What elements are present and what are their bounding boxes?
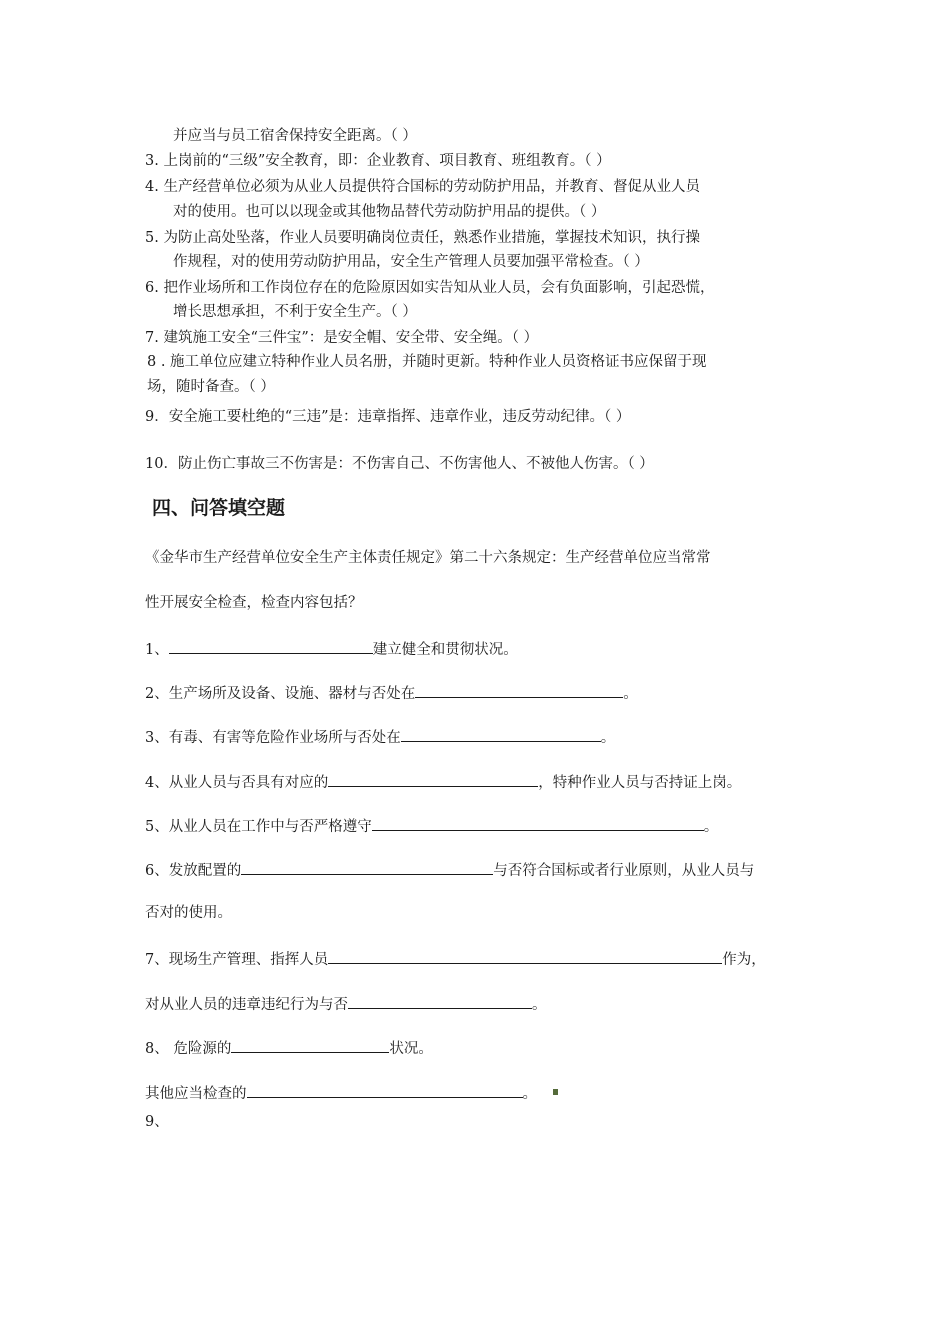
question-9-number: 9、 [145,1114,169,1130]
question-9-text [145,1081,537,1104]
question-2 [145,681,638,704]
answer-blank[interactable] [241,858,493,875]
question-text: 8、 危险源的 [145,1041,232,1057]
question-1 [145,637,518,660]
answer-blank[interactable] [169,637,373,654]
tf-item-9: 9．安全施工要杜绝的“三违”是：违章指挥、违章作业，违反劳动纪律。（ ） [145,409,631,425]
small-marker-icon [553,1089,558,1095]
question-8 [145,1036,433,1059]
question-text: 5、从业人员在工作中与否严格遵守 [145,819,372,835]
question-6-cont: 否对的使用。 [145,905,232,921]
answer-blank[interactable] [372,814,704,831]
question-3 [145,725,615,748]
question-text: 。 [623,686,638,702]
question-text: 1、 [145,642,169,658]
question-text: 。 [522,1086,537,1102]
tf-line: 并应当与员工宿舍保持安全距离。（ ） [173,128,417,144]
question-text: ，特种作业人员与否持证上岗。 [538,775,742,791]
tf-item-10: 10．防止伤亡事故三不伤害是：不伤害自己、不伤害他人、不被他人伤害。（ ） [145,456,654,472]
intro-line: 《金华市生产经营单位安全生产主体责任规定》第二十六条规定：生产经营单位应当常常 [145,550,711,566]
question-text: 建立健全和贯彻状况。 [372,642,518,658]
question-text: 作为， [722,952,766,968]
answer-blank[interactable] [401,725,601,742]
question-text: 。 [600,730,616,746]
tf-line: 作规程，对的使用劳动防护用品，安全生产管理人员要加强平常检查。（ ） [173,254,649,270]
tf-item-3: 3. 上岗前的“三级”安全教育，即：企业教育、项目教育、班组教育。（ ） [145,153,611,169]
question-4 [145,770,741,793]
question-text: 对从业人员的违章违纪行为与否 [145,997,348,1013]
section-title: 四、问答填空题 [152,497,286,519]
question-text: 与否符合国标或者行业原则，从业人员与 [493,863,755,879]
question-text: 4、从业人员与否具有对应的 [145,775,329,791]
answer-blank[interactable] [415,681,623,698]
question-text: 7、现场生产管理、指挥人员 [145,952,329,968]
tf-line: 对的使用。也可以以现金或其他物品替代劳动防护用品的提供。（ ） [173,204,606,220]
answer-blank[interactable] [328,770,538,787]
question-text: 6、发放配置的 [145,863,242,879]
tf-item-5: 5. 为防止高处坠落，作业人员要明确岗位责任，熟悉作业措施，掌握技术知识，执行操 [145,230,700,246]
question-7-cont [145,992,547,1015]
intro-line: 性开展安全检查，检查内容包括？ [145,595,363,611]
tf-line: 增长思想承担，不利于安全生产。（ ） [173,304,417,320]
question-text: 状况。 [389,1041,433,1057]
tf-item-8: 8 . 施工单位应建立特种作业人员名册，并随时更新。特种作业人员资格证书应保留于现 [147,354,707,370]
question-5 [145,814,718,837]
tf-item-6: 6. 把作业场所和工作岗位存在的危险原因如实告知从业人员，会有负面影响，引起恐慌， [145,280,715,296]
answer-blank[interactable] [348,992,532,1009]
question-7 [145,947,766,970]
tf-line: 场，随时备查。（ ） [147,379,275,395]
question-6 [145,858,754,881]
answer-blank[interactable] [247,1081,523,1098]
answer-blank[interactable] [231,1036,389,1053]
question-text: 2、生产场所及设备、设施、器材与否处在 [145,686,416,702]
answer-blank[interactable] [328,947,722,964]
tf-item-4: 4. 生产经营单位必须为从业人员提供符合国标的劳动防护用品，并教育、督促从业人员 [145,179,700,195]
question-text: 3、有毒、有害等危险作业场所与否处在 [145,730,401,746]
question-text: 。 [703,819,719,835]
tf-item-7: 7. 建筑施工安全“三件宝”：是安全帽、安全带、安全绳。（ ） [145,330,539,346]
question-text: 。 [532,997,547,1013]
question-text: 其他应当检查的 [145,1086,247,1102]
